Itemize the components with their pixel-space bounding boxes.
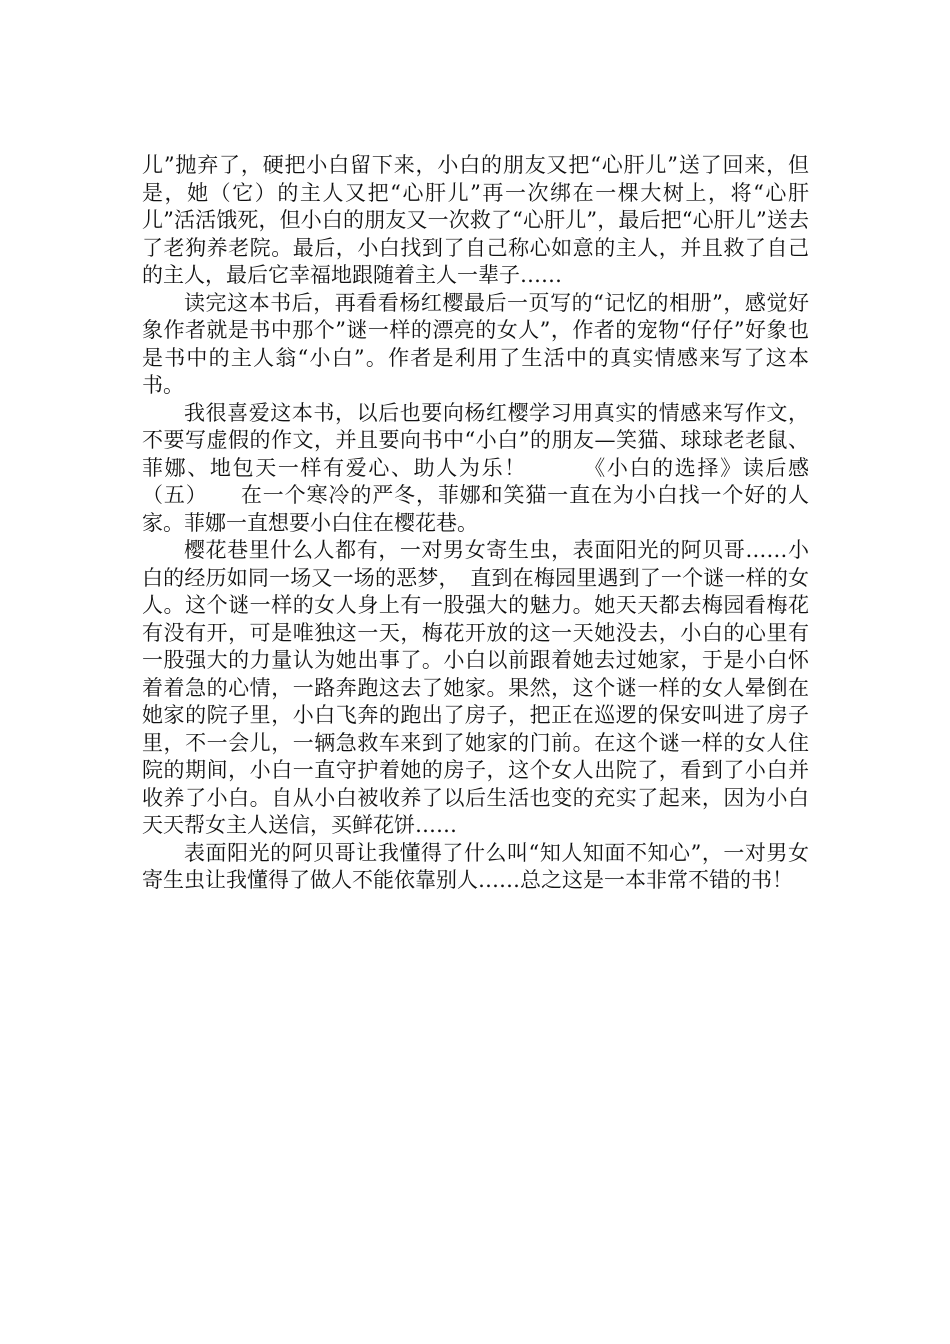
paragraph-3: 我很喜爱这本书，以后也要向杨红樱学习用真实的情感来写作文，不要写虚假的作文，并且要向书中“小白”的朋友—笑猫、球球老老鼠、菲娜、地包天一样有爱心、助人为乐！ 《小白的选择》读后感（五） 在一个寒冷的严冬，菲娜和笑猫一直在为小白找一个好的人家。菲娜一直想要小白住在樱花巷。 bbox=[142, 400, 809, 535]
paragraph-4: 樱花巷里什么人都有，一对男女寄生虫，表面阳光的阿贝哥……小白的经历如同一场又一场的恶梦， 直到在梅园里遇到了一个谜一样的女人。这个谜一样的女人身上有一股强大的魅力。她天天都去梅园看梅花有没有开，可是唯独这一天，梅花开放的这一天她没去，小白的心里有一股强大的力量认为她出事了。小白以前跟着她去过她家，于是小白怀着着急的心情，一路奔跑这去了她家。果然，这个谜一样的女人晕倒在她家的院子里，小白飞奔的跑出了房子，把正在巡逻的保安叫进了房子里，不一会儿，一辆急救车来到了她家的门前。在这个谜一样的女人住院的期间，小白一直守护着她的房子，这个女人出院了，看到了小白并收养了小白。自从小白被收养了以后生活也变的充实了起来，因为小白天天帮女主人送信，买鲜花饼…… bbox=[142, 538, 809, 837]
paragraph-1: 儿”抛弃了，硬把小白留下来，小白的朋友又把“心肝儿”送了回来，但是，她（它）的主人又把“心肝儿”再一次绑在一棵大树上，将“心肝儿”活活饿死，但小白的朋友又一次救了“心肝儿”，最后把“心肝儿”送去了老狗养老院。最后，小白找到了自己称心如意的主人，并且救了自己的主人，最后它幸福地跟随着主人一辈子…… bbox=[142, 153, 809, 287]
paragraph-5: 表面阳光的阿贝哥让我懂得了什么叫“知人知面不知心”，一对男女寄生虫让我懂得了做人不能依靠别人……总之这是一本非常不错的书！ bbox=[142, 840, 809, 892]
paragraph-2: 读完这本书后，再看看杨红樱最后一页写的“记忆的相册”，感觉好象作者就是书中那个”谜一样的漂亮的女人”，作者的宠物“仔仔”好象也是书中的主人翁“小白”。作者是利用了生活中的真实情感来写了这本书。 bbox=[142, 290, 809, 397]
body-text bbox=[142, 152, 809, 895]
